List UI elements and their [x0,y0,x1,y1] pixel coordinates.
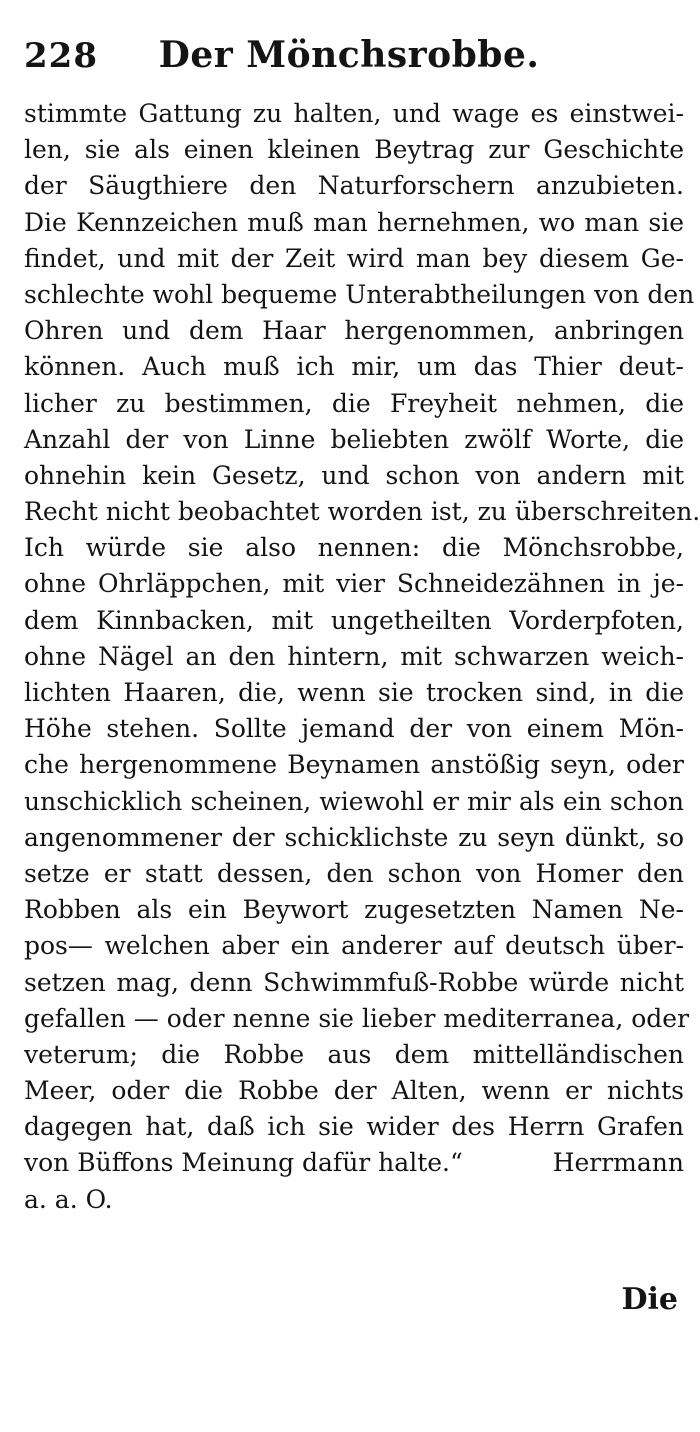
text-line: unschicklich scheinen, wiewohl er mir als ein schon [24,786,684,816]
text-line: setze er statt dessen, den schon von Homer den [24,858,684,888]
text-line: licher zu bestimmen, die Freyheit nehmen, die [24,388,684,418]
text-line: können. Auch muß ich mir, um das Thier deut- [24,352,684,382]
text-line: setzen mag, denn Schwimmfuß-Robbe würde nicht [24,967,684,997]
text-line: Die Kennzeichen muß man hernehmen, wo man sie [24,207,684,237]
text-line: Ohren und dem Haar hergenommen, anbringen [24,316,684,346]
author-signature: Herrmann [552,1148,684,1178]
text-line: von Büffons Meinung dafür halte.“ [24,1148,463,1178]
text-line: dem Kinnbacken, mit ungetheilten Vorderpfoten, [24,605,684,635]
text-line: Robben als ein Beywort zugesetzten Namen Ne- [24,895,684,925]
reference-line: a. a. O. [24,1184,113,1214]
page-number: 228 [24,36,98,76]
text-line: der Säugthiere den Naturforschern anzubieten. [24,171,684,201]
text-line: lichten Haaren, die, wenn sie trocken sind, in die [24,678,684,707]
text-line: veterum; die Robbe aus dem mittelländischen [24,1039,684,1069]
text-line: stimmte Gattung zu halten, und wage es einstwei- [24,99,684,128]
text-line: ohne Nägel an den hintern, mit schwarzen weich- [24,641,684,671]
text-line: len, sie als einen kleinen Beytrag zur Geschichte [24,135,684,165]
text-line: findet, und mit der Zeit wird man bey diesem Ge- [24,243,684,273]
text-line: Ich würde sie also nennen: die Mönchsrobbe, [24,533,684,563]
text-line: Anzahl der von Linne beliebten zwölf Worte, die [24,424,684,454]
text-line: Höhe stehen. Sollte jemand der von einem Mön- [24,714,684,744]
text-line: Meer, oder die Robbe der Alten, wenn er nichts [24,1076,684,1106]
body-text [24,96,700,1218]
catchword: Die [621,1282,678,1317]
text-line: Recht nicht beobachtet worden ist, zu überschreiten. [24,497,700,527]
text-line: gefallen — oder nenne sie lieber mediterranea, oder [24,1003,690,1033]
text-line: pos— welchen aber ein anderer auf deutsch über- [24,931,684,961]
final-quote-line [24,1145,684,1181]
text-line: ohnehin kein Gesetz, und schon von andern mit [24,460,684,490]
running-head: Der Mönchsrobbe. [158,34,540,76]
text-line: ohne Ohrläppchen, mit vier Schneidezähnen in je- [24,569,684,599]
text-line: dagegen hat, daß ich sie wider des Herrn Grafen [24,1112,684,1142]
text-line: schlechte wohl bequeme Unterabtheilungen von den [24,279,695,309]
page-header [24,22,674,84]
text-line: che hergenommene Beynamen anstößig seyn, oder [24,750,684,780]
text-line: angenommener der schicklichste zu seyn dünkt, so [24,822,684,852]
